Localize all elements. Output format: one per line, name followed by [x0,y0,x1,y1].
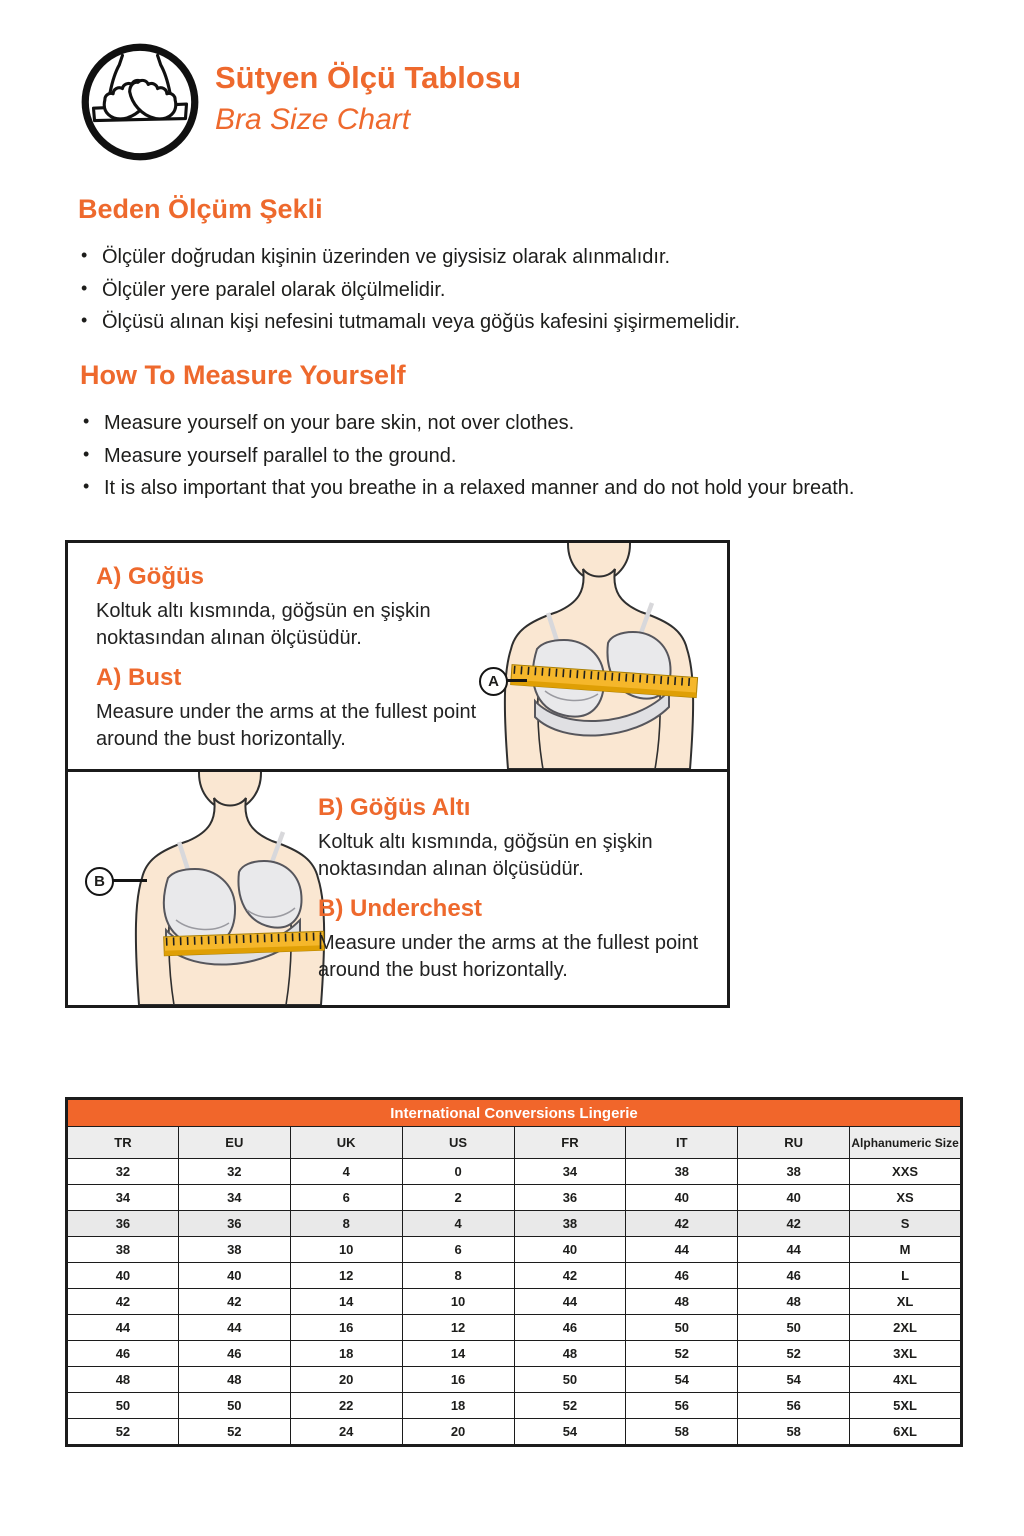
table-cell: 14 [290,1289,402,1315]
table-cell: 10 [290,1237,402,1263]
box-a-heading-tr: A) Göğüs [96,563,204,590]
column-header: US [402,1127,514,1159]
table-cell: 50 [738,1315,850,1341]
table-cell: 44 [67,1315,179,1341]
table-cell: 42 [514,1263,626,1289]
table-cell: 48 [67,1367,179,1393]
table-cell: 46 [626,1263,738,1289]
column-header: FR [514,1127,626,1159]
column-header: Alphanumeric Size [850,1127,962,1159]
table-cell: XXS [850,1159,962,1185]
table-cell: 44 [738,1237,850,1263]
table-cell: 44 [626,1237,738,1263]
table-cell: XS [850,1185,962,1211]
table-cell: 46 [67,1341,179,1367]
table-cell: 50 [514,1367,626,1393]
page-title-tr: Sütyen Ölçü Tablosu [215,60,522,95]
table-title: International Conversions Lingerie [67,1099,962,1127]
figure-head [568,543,630,581]
table-row [67,1315,962,1341]
table-cell: 36 [178,1211,290,1237]
box-b-body-tr: Koltuk altı kısmında, göğsün en şişkin noktasından alınan ölçüsüdür. [318,831,653,880]
table-cell: 20 [402,1419,514,1446]
table-cell: 54 [514,1419,626,1446]
table-cell: 56 [626,1393,738,1419]
conversion-table [65,1097,963,1447]
table-cell: 4 [402,1211,514,1237]
table-cell: 42 [626,1211,738,1237]
table-cell: 56 [738,1393,850,1419]
table-cell: 38 [738,1159,850,1185]
column-header: IT [626,1127,738,1159]
box-b-body-en: Measure under the arms at the fullest point around the bust horizontally. [318,932,699,981]
table-cell: 4XL [850,1367,962,1393]
table-cell: 46 [178,1341,290,1367]
table-cell: 18 [402,1393,514,1419]
table-cell: 16 [290,1315,402,1341]
table-cell: 3XL [850,1341,962,1367]
table-cell: 52 [626,1341,738,1367]
table-row [67,1237,962,1263]
table-cell: 44 [514,1289,626,1315]
section-heading-en: How To Measure Yourself [80,360,406,390]
table-cell: 52 [67,1419,179,1446]
table-header-row [67,1127,962,1159]
bullet-item: • It is also important that you breathe in a relaxed manner and do not hold your breath. [80,475,1000,503]
table-cell: 14 [402,1341,514,1367]
bullet-item: • Ölçüsü alınan kişi nefesini tutmamalı veya göğüs kafesini şişirmemelidir. [78,309,998,337]
table-cell: 6XL [850,1419,962,1446]
table-cell: 36 [67,1211,179,1237]
marker-b-badge: B [85,867,114,896]
table-cell: 58 [626,1419,738,1446]
title-block [215,60,521,137]
table-cell: M [850,1237,962,1263]
box-a-body-en: Measure under the arms at the fullest point around the bust horizontally. [96,701,477,750]
table-cell: 54 [738,1367,850,1393]
table-cell: 5XL [850,1393,962,1419]
bullet-list-en [80,410,1000,503]
table-cell: 40 [626,1185,738,1211]
table-cell: 42 [178,1289,290,1315]
table-cell: 40 [514,1237,626,1263]
table-cell: 50 [67,1393,179,1419]
table-cell: 12 [290,1263,402,1289]
table-title-row [67,1099,962,1127]
table-cell: 4 [290,1159,402,1185]
table-cell: 38 [178,1237,290,1263]
table-row [67,1185,962,1211]
table-cell: 16 [402,1367,514,1393]
section-measure-en [80,360,1000,508]
table-cell: 6 [290,1185,402,1211]
figure-head [199,772,261,810]
table-cell: 52 [178,1419,290,1446]
table-cell: 42 [738,1211,850,1237]
table-cell: 58 [738,1419,850,1446]
table-cell: 50 [626,1315,738,1341]
table-cell: 0 [402,1159,514,1185]
column-header: TR [67,1127,179,1159]
table-cell: 48 [514,1341,626,1367]
bra-icon [78,40,202,164]
table-cell: 54 [626,1367,738,1393]
table-cell: 44 [178,1315,290,1341]
table-cell: 52 [738,1341,850,1367]
table-cell: 40 [738,1185,850,1211]
bullet-list-tr [78,244,998,337]
column-header: RU [738,1127,850,1159]
table-cell: 50 [178,1393,290,1419]
table-row [67,1367,962,1393]
table-row [67,1289,962,1315]
table-cell: 38 [626,1159,738,1185]
table-cell: 38 [514,1211,626,1237]
table-cell: 46 [738,1263,850,1289]
column-header: UK [290,1127,402,1159]
table-cell: 48 [738,1289,850,1315]
marker-a-leader-line [507,679,527,682]
bullet-item: • Measure yourself on your bare skin, not over clothes. [80,410,1000,438]
box-b-heading-en: B) Underchest [318,895,483,922]
table-cell: 24 [290,1419,402,1446]
table-cell: 34 [67,1185,179,1211]
column-header: EU [178,1127,290,1159]
table-cell: S [850,1211,962,1237]
section-heading-tr: Beden Ölçüm Şekli [78,194,323,224]
table-cell: 52 [514,1393,626,1419]
measure-box-a [65,540,730,772]
table-cell: 22 [290,1393,402,1419]
box-a-text [96,551,486,753]
table-cell: L [850,1263,962,1289]
box-b-text [318,782,718,984]
table-cell: 32 [178,1159,290,1185]
table-cell: 42 [67,1289,179,1315]
table-cell: 48 [178,1367,290,1393]
table-cell: 34 [178,1185,290,1211]
bra-logo [78,40,202,164]
table-cell: 2XL [850,1315,962,1341]
table-cell: 6 [402,1237,514,1263]
box-a-heading-en: A) Bust [96,664,182,691]
table-body [67,1159,962,1446]
marker-b-leader-line [113,879,147,882]
marker-a-badge: A [479,667,508,696]
table-row [67,1419,962,1446]
table-cell: 40 [67,1263,179,1289]
section-measure-tr [78,194,998,342]
table-cell: 12 [402,1315,514,1341]
bullet-item: • Ölçüler doğrudan kişinin üzerinden ve giysisiz olarak alınmalıdır. [78,244,998,272]
table-cell: 36 [514,1185,626,1211]
table-cell: 48 [626,1289,738,1315]
table-row [67,1393,962,1419]
table-cell: 18 [290,1341,402,1367]
table-cell: 34 [514,1159,626,1185]
box-b-heading-tr: B) Göğüs Altı [318,794,471,821]
table-cell: 20 [290,1367,402,1393]
table-row [67,1211,962,1237]
box-a-body-tr: Koltuk altı kısmında, göğsün en şişkin noktasından alınan ölçüsüdür. [96,600,431,649]
table-cell: 2 [402,1185,514,1211]
measure-box-b [65,769,730,1008]
table-cell: 10 [402,1289,514,1315]
bullet-item: • Ölçüler yere paralel olarak ölçülmelidir. [78,277,998,305]
page-title-en: Bra Size Chart [215,103,411,136]
table-row [67,1263,962,1289]
bullet-item: • Measure yourself parallel to the ground. [80,443,1000,471]
table-row [67,1341,962,1367]
table-cell: 38 [67,1237,179,1263]
table-cell: 8 [290,1211,402,1237]
table-cell: 32 [67,1159,179,1185]
table-cell: 40 [178,1263,290,1289]
table-cell: XL [850,1289,962,1315]
table-cell: 46 [514,1315,626,1341]
table-row [67,1159,962,1185]
table-cell: 8 [402,1263,514,1289]
